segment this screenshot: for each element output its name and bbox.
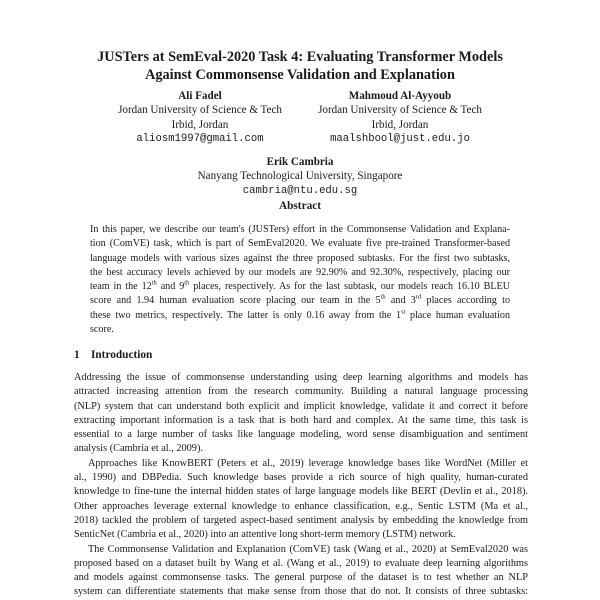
author-block bbox=[295, 89, 505, 146]
abstract-line: tion (ComVE) task, which is part of SemEval2020. We evaluate five pre-trained Transformer-based bbox=[90, 238, 510, 250]
abstract-line: language models with various sizes against the three proposed subtasks. For the first two subtasks, bbox=[90, 252, 510, 264]
body-line: essential to a large number of tasks like language modeling, word sense disambiguation and sentiment bbox=[74, 429, 528, 441]
author-location: Irbid, Jordan bbox=[171, 118, 229, 131]
abstract-line: In this paper, we describe our team's (JUSTers) effort in the Commonsense Validation and Explana- bbox=[90, 224, 510, 235]
body-line: system can differentiate statements that make sense from those that do not. It consists of three subtasks: bbox=[74, 586, 528, 598]
section-heading bbox=[74, 348, 152, 362]
section-number: 1 bbox=[74, 349, 80, 361]
title-line-1: JUSTers at SemEval-2020 Task 4: Evaluating Transformer Models bbox=[97, 49, 503, 65]
author-affiliation: Jordan University of Science & Tech bbox=[318, 104, 482, 117]
author-block bbox=[100, 89, 300, 146]
body-line: 2018) tackled the problem of targeted aspect-based sentiment analysis by embedding the knowledge from bbox=[74, 514, 528, 526]
author-email[interactable]: aliosm1997@gmail.com bbox=[136, 132, 264, 145]
author-email[interactable]: cambria@ntu.edu.sg bbox=[242, 184, 358, 197]
author-block bbox=[150, 155, 450, 198]
author-affiliation: Jordan University of Science & Tech bbox=[118, 104, 282, 117]
abstract-line: score and 1.94 human evaluation score placing our team in the 5th and 3rd places according to bbox=[90, 294, 510, 307]
abstract-text bbox=[90, 223, 510, 337]
body-line: extracting important information is a task that is both hard and complex. At the same time, this task is bbox=[74, 414, 528, 426]
author-name: Ali Fadel bbox=[178, 90, 222, 102]
section-title: Introduction bbox=[91, 349, 153, 361]
title-line-2: Against Commonsense Validation and Explanation bbox=[145, 67, 455, 83]
body-line: proposed based on a dataset built by Wang et al. (Wang et al., 2019) to evaluate deep learning algorithms bbox=[74, 557, 528, 569]
body-line: attracted increasing attention from the research community. Building a natural language processing bbox=[74, 386, 528, 398]
body-line: knowledge to fine-tune the internal hidden states of large language models like BERT (Devlin et al., 2018). bbox=[74, 486, 528, 498]
body-line: al., 1990) and DBPedia. Such knowledge bases provide a rich source of high quality, human-curated bbox=[74, 472, 528, 484]
paper-title bbox=[60, 48, 540, 84]
body-text bbox=[74, 371, 528, 600]
abstract-line: the best accuracy levels achieved by our models are 92.90% and 92.30%, respectively, placing our bbox=[90, 266, 510, 278]
abstract-heading: Abstract bbox=[278, 200, 322, 212]
body-line: SenticNet (Cambria et al., 2020) into an attentive long short-term memory (LSTM) network. bbox=[74, 529, 456, 541]
body-line: Approaches like KnowBERT (Peters et al., 2019) leverage knowledge bases like WordNet (Miller et bbox=[88, 457, 528, 469]
body-line: Addressing the issue of commonsense understanding using deep learning algorithms and models has bbox=[74, 372, 528, 383]
author-name: Mahmoud Al-Ayyoub bbox=[348, 90, 452, 102]
body-line: Other approaches leverage external knowledge to enhance classification, e.g., Sentic LSTM (Ma et al., bbox=[74, 500, 528, 512]
author-affiliation: Nanyang Technological University, Singapore bbox=[197, 170, 403, 183]
abstract-line: team in the 12th and 9th places, respectively. As for the last subtask, our models reach 16.10 BLEU bbox=[90, 279, 511, 293]
author-location: Irbid, Jordan bbox=[371, 118, 429, 131]
body-line: (NLP) system that can understand both explicit and implicit knowledge, validate it and correct it before bbox=[74, 400, 528, 412]
author-email[interactable]: maalshbool@just.edu.jo bbox=[330, 132, 470, 145]
body-line: analysis (Cambria et al., 2009). bbox=[74, 443, 203, 455]
abstract-line: score. bbox=[90, 324, 114, 336]
abstract-line: these two metrics, respectively. The latter is only 0.16 away from the 1st place human evaluation bbox=[90, 308, 510, 321]
body-line: The Commonsense Validation and Explanation (ComVE) task (Wang et al., 2020) at SemEval2020 was bbox=[88, 543, 528, 555]
body-line: and models against commonsense tasks. The general purpose of the dataset is to test whether an NLP bbox=[74, 572, 528, 584]
author-name: Erik Cambria bbox=[266, 156, 334, 168]
